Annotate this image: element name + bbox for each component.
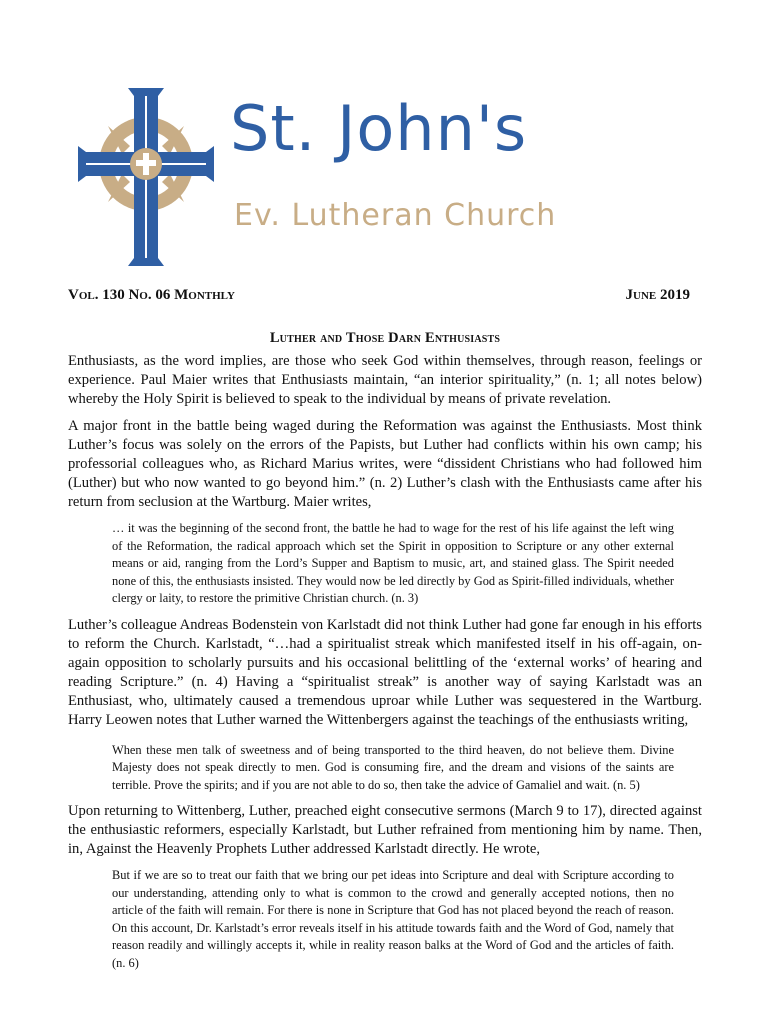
issue-line: [68, 287, 690, 309]
paragraph-3: Luther’s colleague Andreas Bodenstein von Karlstadt did not think Luther had gone far enough in his efforts to reform the Church. Karlstadt, “…had a spiritualist streak which manifested itself in his off-again, on-again opposition to scholarly pursuits and his occasional belittling of the ‘external works’ of hearing and reading Scripture.” (n. 4) Having a “spiritualist streak” is another way of saying Karlstadt was an Enthusiast, who, ultimately caused a tremendous uproar while Luther was sequestered in the Wartburg. Harry Leowen notes that Luther warned the Wittenbergers against the teachings of the enthusiasts writing,: [68, 616, 702, 728]
issue-date: June 2019: [625, 287, 690, 303]
paragraph-1: Enthusiasts, as the word implies, are those who seek God within themselves, through reason, feelings or experience. Paul Maier writes that Enthusiasts maintain, “an interior spirituality,” (n. 1; all notes below) whereby the Holy Spirit is believed to speak to the individual by means of private revelation.: [68, 353, 702, 407]
block-quote-2: When these men talk of sweetness and of being transported to the third heaven, do not believe them. Divine Majesty does not speak directly to men. God is consuming fire, and the dream and visions of the saints are terrible. Prove the spirits; and if you are not able to do so, then take the advice of Gamaliel and wait. (n. 5): [112, 742, 674, 792]
paragraph-2: A major front in the battle being waged during the Reformation was against the Enthusiasts. Most think Luther’s focus was solely on the errors of the Papists, but Luther had conflicts within his own camp; his professorial colleagues who, as Richard Marius writes, were “dissident Christians who had followed him (Luther) but who now wanted to go beyond him.” (n. 2) Luther’s clash with the Enthusiasts came after his return from seclusion at the Wartburg. Maier writes,: [68, 418, 702, 510]
block-quote-3: But if we are so to treat our faith that we bring our pet ideas into Scripture and deal with Scripture according to our understanding, attending only to what is common to the crowd and generally accepted notions, then no article of the faith will remain. For there is none in Scripture that God has not placed beyond the reach of reason. On this account, Dr. Karlstadt’s error reveals itself in his attitude towards faith and the Word of God, namely that reason readily and willingly accepts it, while in reality reason balks at the Word of God and the articles of faith. (n. 6): [112, 868, 674, 970]
article-title: Luther and Those Darn Enthusiasts: [269, 330, 501, 346]
article-body: [68, 352, 702, 980]
church-name: St. John's: [230, 92, 528, 165]
cross-crest-icon: [78, 88, 214, 266]
block-quote-1: … it was the beginning of the second front, the battle he had to wage for the rest of his life against the left wing of the Reformation, the radical approach which set the Spirit in opposition to Scripture or any other external means or aid, ranging from the Lord’s Supper and Baptism to music, art, and stained glass. The Spirit needed none of this, the enthusiasts insisted. They would now be led directly by God as Spirit-filled individuals, whether clergy or laity, to restore the primitive Christian church. (n. 3): [112, 521, 674, 605]
church-subtitle: Ev. Lutheran Church: [234, 198, 557, 233]
issue-volume: Vol. 130 No. 06 Monthly: [68, 287, 235, 303]
paragraph-4: Upon returning to Wittenberg, Luther, preached eight consecutive sermons (March 9 to 17), directed against the enthusiastic reformers, especially Karlstadt, but Luther refrained from mentioning him by name. Then, in, Against the Heavenly Prophets Luther addressed Karlstadt directly. He wrote,: [68, 803, 702, 857]
masthead: [78, 88, 557, 266]
